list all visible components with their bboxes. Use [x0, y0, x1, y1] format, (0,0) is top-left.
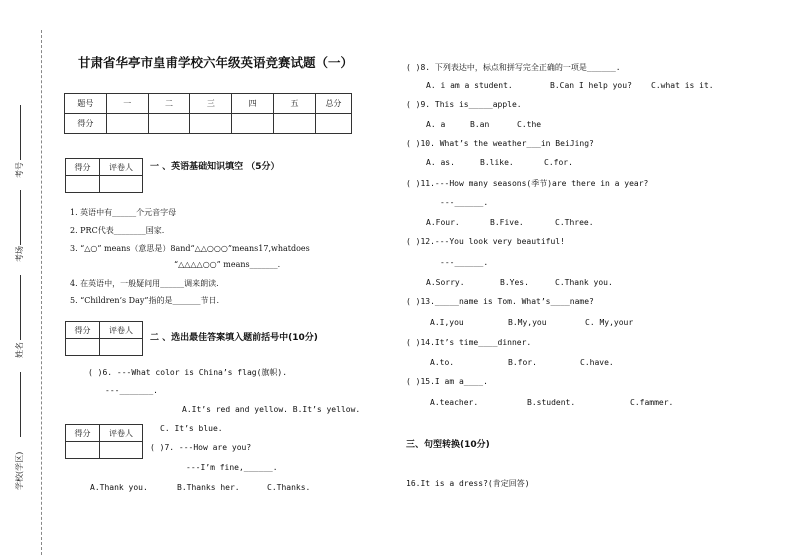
question-9-option: A. a [426, 120, 446, 129]
grader-box-3 [65, 424, 143, 459]
grader-score-cell[interactable] [66, 442, 100, 459]
question-9-option: B.an [470, 120, 490, 129]
score-header-cell: 二 [148, 94, 190, 114]
score-header-cell: 一 [106, 94, 148, 114]
question-11-option: C.Three. [555, 218, 594, 227]
part1-item: 2. PRC代表________国家. [70, 226, 165, 235]
score-header-cell: 题号 [65, 94, 107, 114]
score-header-cell: 总分 [315, 94, 351, 114]
question-15-option: B.student. [527, 398, 576, 407]
grader-reviewer-cell[interactable] [100, 176, 143, 193]
score-cell[interactable] [106, 114, 148, 134]
score-cell[interactable] [232, 114, 274, 134]
part1-item: 1. 英语中有______个元音字母 [70, 208, 177, 217]
question-13-stem: ( )13._____name is Tom. What’s____name? [406, 297, 594, 306]
score-cell[interactable] [190, 114, 232, 134]
score-cell[interactable] [148, 114, 190, 134]
question-10-option: B.like. [480, 158, 514, 167]
question-6-option-c: C. It’s blue. [160, 424, 223, 433]
question-6-options-ab: A.It’s red and yellow. B.It’s yellow. [182, 405, 361, 414]
grader-reviewer-cell[interactable] [100, 339, 143, 356]
score-row-label: 得分 [65, 114, 107, 134]
question-8-option: A. i am a student. [426, 81, 513, 90]
binding-dashed-line [41, 30, 42, 555]
question-6-blank: ---_______. [105, 386, 158, 395]
grader-score-label: 得分 [66, 159, 100, 176]
question-9-option: C.the [517, 120, 542, 129]
question-10-option: C.for. [544, 158, 573, 167]
section-1-heading: 一 、英语基础知识填空 （5分） [150, 162, 280, 172]
question-12-blank: ---______. [440, 258, 489, 267]
grader-score-cell[interactable] [66, 176, 100, 193]
grader-box-2 [65, 321, 143, 356]
question-11-option: B.Five. [490, 218, 524, 227]
exam-title: 甘肃省华亭市皇甫学校六年级英语竞赛试题（一） [78, 55, 354, 70]
question-12-option: C.Thank you. [555, 278, 613, 287]
question-10-stem: ( )10. What’s the weather___in BeiJing? [406, 139, 594, 148]
side-label-name: 姓名 [15, 342, 24, 358]
grader-reviewer-label: 评卷人 [100, 159, 143, 176]
question-13-option: C. My,your [585, 318, 634, 327]
side-label-exam-number: 考号 [15, 162, 24, 178]
question-11-stem: ( )11.---How many seasons(季节)are there in a year? [406, 179, 649, 188]
score-header-cell: 三 [190, 94, 232, 114]
question-7-option: B.Thanks her. [177, 483, 240, 492]
question-7-reply: ---I’m fine,______. [186, 463, 278, 472]
question-7-option: C.Thanks. [267, 483, 311, 492]
part1-item: 4. 在英语中，一般疑问用______调来朗读. [70, 279, 219, 288]
grader-reviewer-label: 评卷人 [100, 425, 143, 442]
question-14-stem: ( )14.It’s time____dinner. [406, 338, 532, 347]
question-15-option: C.fammer. [630, 398, 674, 407]
question-8-option: C.what is it. [651, 81, 714, 90]
question-14-option: A.to. [430, 358, 455, 367]
section-3-heading: 三、句型转换(10分) [406, 440, 490, 450]
question-15-option: A.teacher. [430, 398, 479, 407]
question-16-stem: 16.It is a dress?(肯定回答) [406, 479, 530, 488]
grader-reviewer-label: 评卷人 [100, 322, 143, 339]
question-7-option: A.Thank you. [90, 483, 148, 492]
question-12-option: A.Sorry. [426, 278, 465, 287]
part1-item: 3. “△○” means（意思是）8and“△△○○○”means17,whatdoes [70, 244, 310, 253]
side-underline-3 [20, 275, 21, 340]
part1-item: “△△△△○○” means_______. [174, 260, 281, 269]
score-cell[interactable] [274, 114, 316, 134]
question-11-option: A.Four. [426, 218, 460, 227]
question-14-option: C.have. [580, 358, 614, 367]
question-13-option: A.I,you [430, 318, 464, 327]
question-12-stem: ( )12.---You look very beautiful! [406, 237, 565, 246]
question-15-stem: ( )15.I am a____. [406, 377, 488, 386]
side-underline-4 [20, 372, 21, 437]
question-13-option: B.My,you [508, 318, 547, 327]
score-table [64, 93, 352, 134]
grader-score-label: 得分 [66, 322, 100, 339]
score-header-cell: 四 [232, 94, 274, 114]
question-8-option: B.Can I help you? [550, 81, 632, 90]
side-underline-2 [20, 190, 21, 245]
grader-score-label: 得分 [66, 425, 100, 442]
section-2-heading: 二 、选出最佳答案填入题前括号中(10分) [150, 333, 318, 343]
question-11-blank: ---______. [440, 198, 489, 207]
grader-score-cell[interactable] [66, 339, 100, 356]
side-underline-1 [20, 105, 21, 160]
question-7-stem: ( )7. ---How are you? [150, 443, 252, 452]
side-label-school: 学校(学区) [15, 451, 24, 490]
grader-box-1 [65, 158, 143, 193]
question-10-option: A. as. [426, 158, 455, 167]
question-8-stem: ( )8. 下列表达中，标点和拼写完全正确的一项是______. [406, 63, 621, 72]
question-6-stem: ( )6. ---What color is China’s flag(旗帜). [88, 368, 288, 377]
score-header-cell: 五 [274, 94, 316, 114]
side-label-exam-room: 考场 [15, 246, 24, 262]
part1-item: 5. “Children’s Day”指的是_______节日. [70, 296, 220, 305]
question-14-option: B.for. [508, 358, 537, 367]
score-cell[interactable] [315, 114, 351, 134]
question-12-option: B.Yes. [500, 278, 529, 287]
grader-reviewer-cell[interactable] [100, 442, 143, 459]
question-9-stem: ( )9. This is_____apple. [406, 100, 522, 109]
